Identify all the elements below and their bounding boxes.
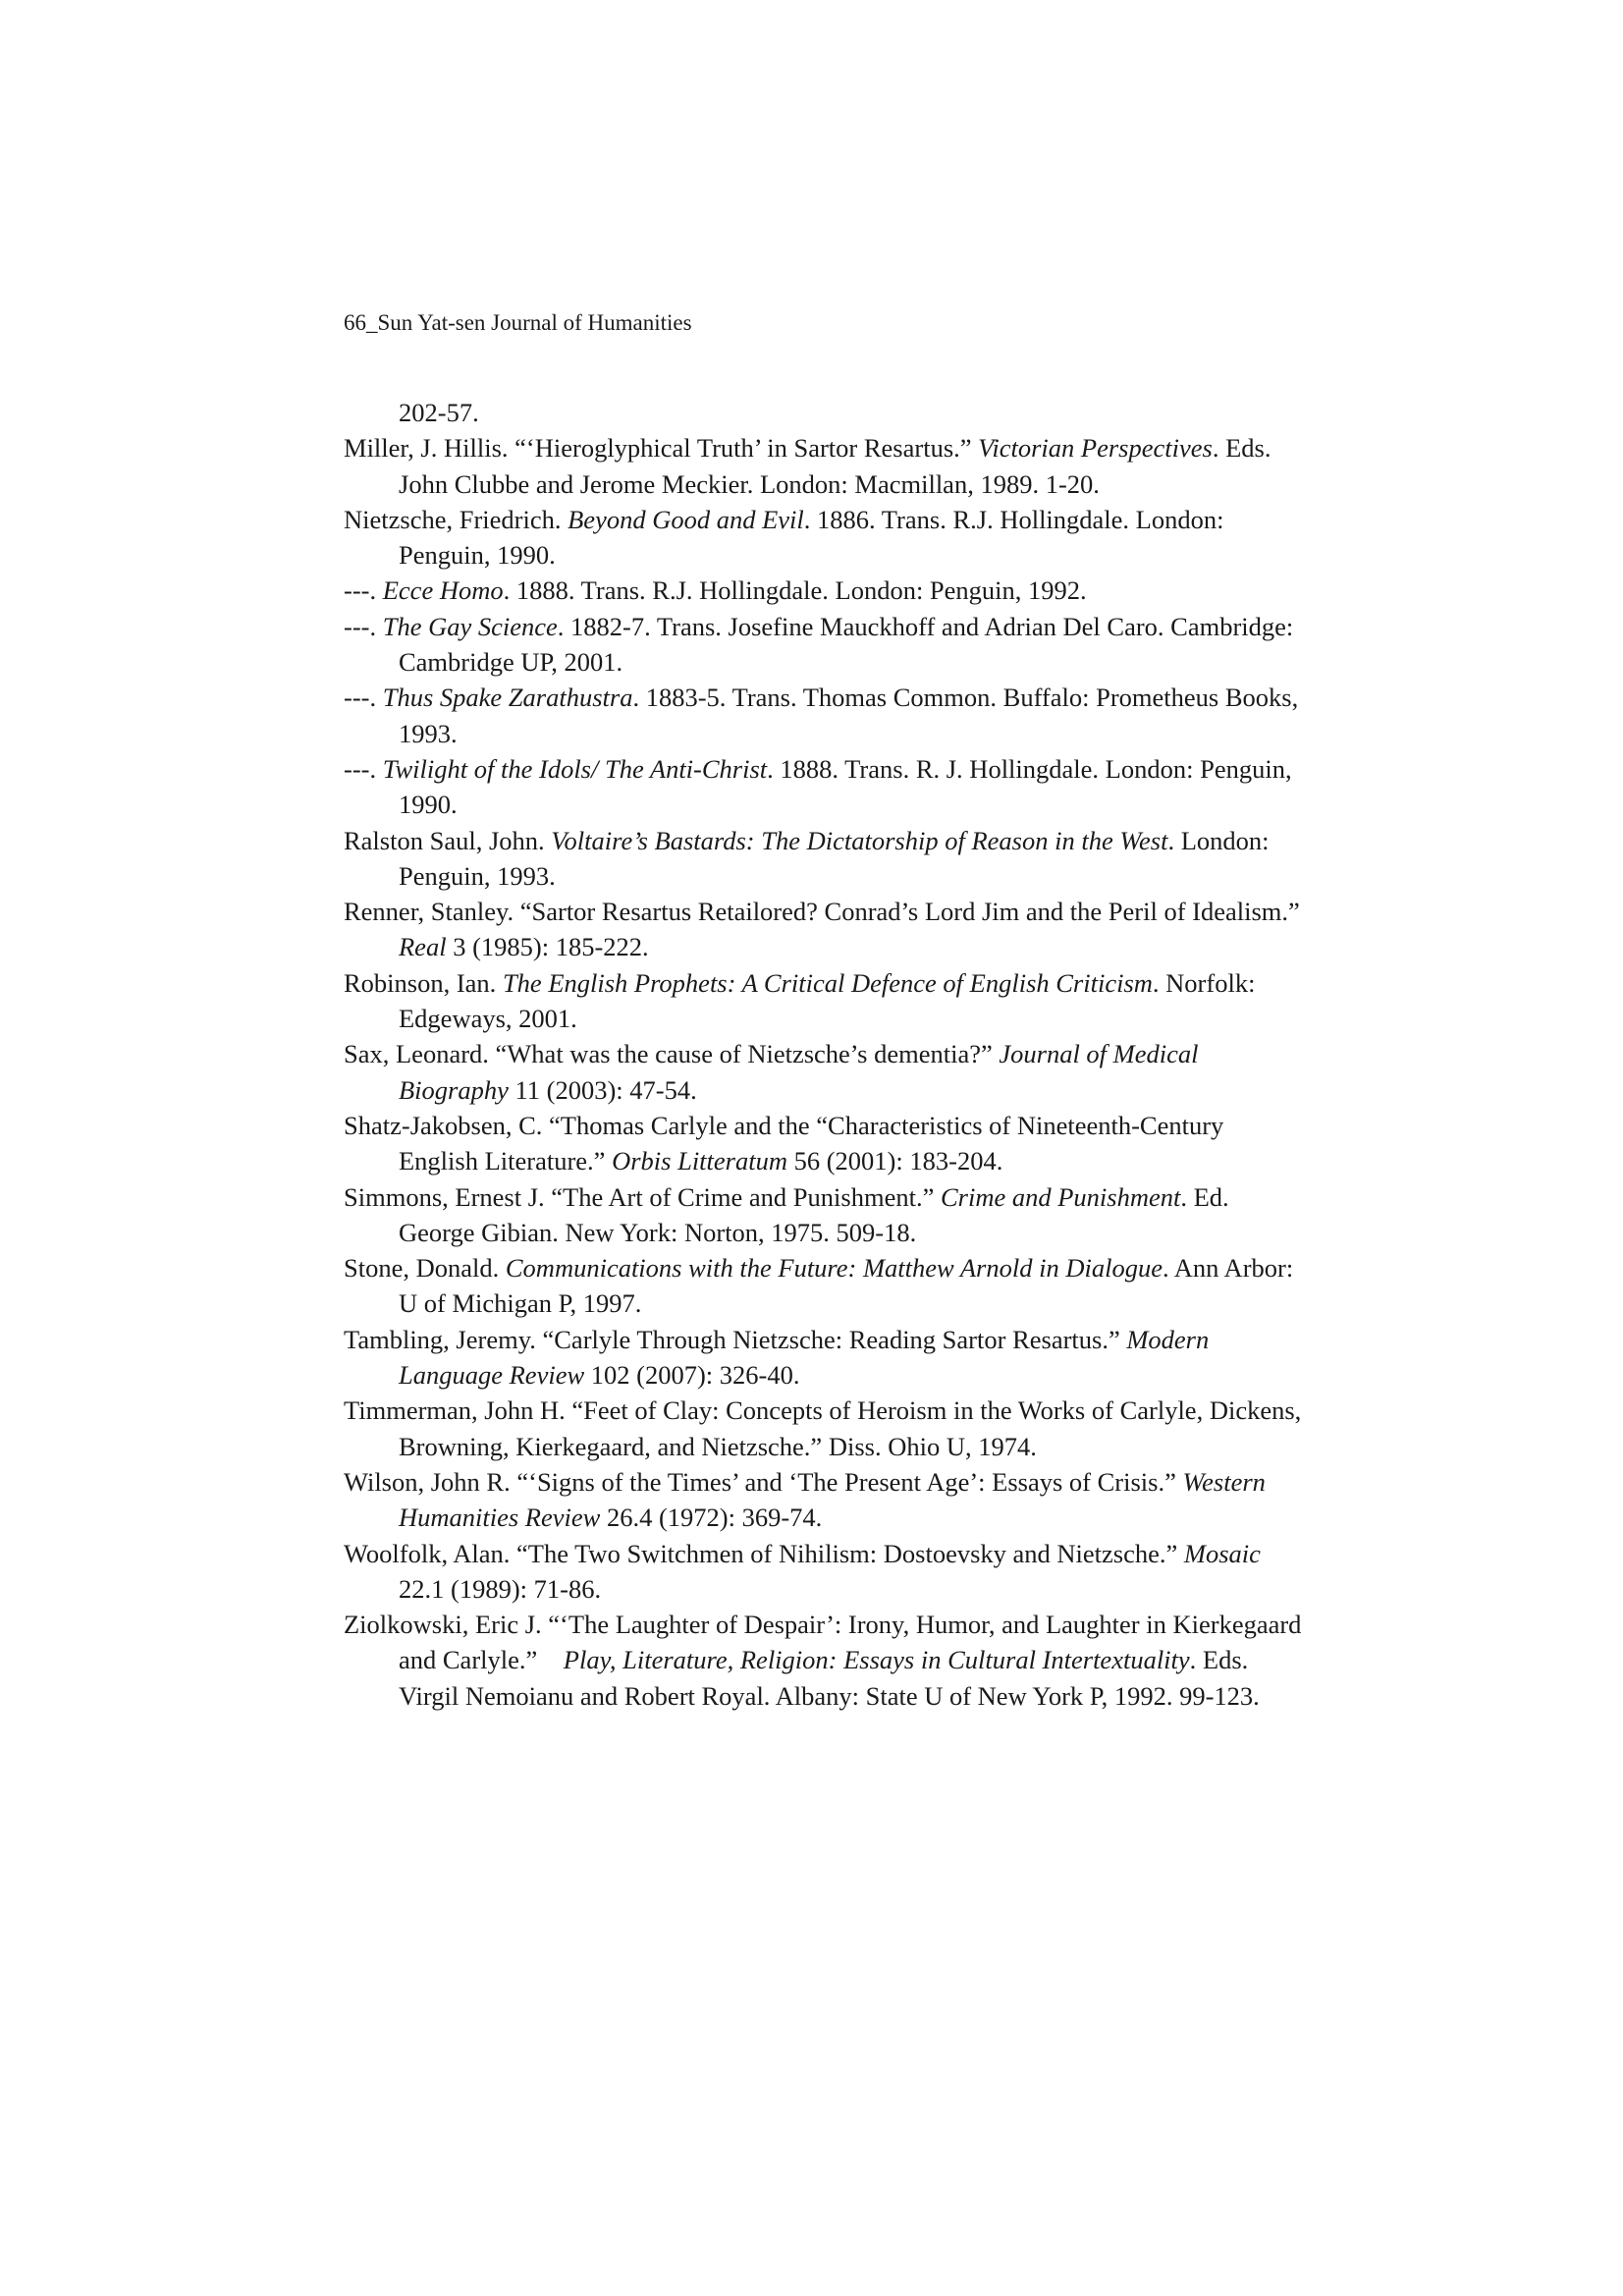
bibliography-entry [344,751,1306,823]
running-head: 66_Sun Yat-sen Journal of Humanities [344,310,692,335]
entry-text: Stone, Donald. [344,1253,506,1284]
entry-title-italic: The Gay Science [382,611,558,641]
entry-title-italic: Play, Literature, Religion: Essays in Cultural Intertextuality [563,1645,1190,1675]
bibliography-entry [344,1607,1309,1714]
entry-text: Shatz-Jakobsen, C. “Thomas Carlyle and the “Characteristics of Nineteenth-Century English Literature.” [344,1110,1230,1176]
entry-title-italic: Ecce Homo [382,575,504,606]
entry-title-italic: Communications with the Future: Matthew Arnold in Dialogue [505,1253,1163,1284]
bibliography-entry [344,395,1306,430]
entry-text: . 1882-7. Trans. Josefine Mauckhoff and Adrian Del Caro. Cambridge: Cambridge UP, 2001. [399,611,1300,678]
entry-text: ---. [344,683,383,713]
bibliography-entry [344,609,1306,681]
entry-text: . 1886. Trans. R.J. Hollingdale. London: Penguin, 1990. [399,504,1231,571]
entry-text: ---. [344,575,383,606]
entry-text: 22.1 (1989): 71-86. [399,1538,1268,1604]
entry-text: Tambling, Jeremy. “Carlyle Through Nietzsche: Reading Sartor Resartus.” [344,1324,1127,1354]
entry-title-italic: Real [399,932,447,962]
entry-text: 3 (1985): 185-222. [446,932,649,962]
bibliography-entry [344,1036,1306,1108]
entry-text: 56 (2001): 183-204. [786,1146,1003,1176]
entry-text: 26.4 (1972): 369-74. [600,1503,823,1533]
bibliography-list [344,395,1309,1714]
entry-text: 102 (2007): 326-40. [584,1360,800,1391]
entry-text: Renner, Stanley. “Sartor Resartus Retailored? Conrad’s Lord Jim and the Peril of Idealism.” [344,897,1307,927]
entry-text: . Eds. Virgil Nemoianu and Robert Royal. Albany: State U of New York P, 1992. 99-123. [399,1645,1260,1711]
entry-text: . Eds. John Clubbe and Jerome Meckier. London: Macmillan, 1989. 1-20. [399,433,1278,499]
bibliography-entry [344,1179,1306,1251]
entry-text: 202-57. [399,398,479,427]
entry-text: Ralston Saul, John. [344,825,552,855]
entry-text: Robinson, Ian. [344,967,503,998]
entry-text: Nietzsche, Friedrich. [344,504,568,534]
entry-title-italic: Thus Spake Zarathustra [382,683,633,713]
entry-title-italic: Crime and Punishment [940,1181,1181,1212]
entry-text: Wilson, John R. “‘Signs of the Times’ and ‘The Present Age’: Essays of Crisis.” [344,1466,1183,1497]
entry-text: . Norfolk: Edgeways, 2001. [399,967,1263,1034]
bibliography-entry [344,502,1306,574]
entry-title-italic: Beyond Good and Evil [568,504,804,534]
entry-title-italic: Orbis Litteratum [612,1146,787,1176]
entry-text: . 1888. Trans. R.J. Hollingdale. London: Penguin, 1992. [503,575,1087,606]
bibliography-entry [344,1108,1306,1179]
bibliography-entry [344,965,1306,1037]
entry-title-italic: Victorian Perspectives [978,433,1213,464]
entry-text: Ziolkowski, Eric J. “‘The Laughter of Despair’: Irony, Humor, and Laughter in Kierkegaard and Carlyle.” [344,1610,1309,1675]
bibliography-entry [344,1464,1306,1536]
bibliography-entry [344,1250,1306,1322]
bibliography-entry [344,1536,1306,1608]
bibliography-entry [344,430,1306,502]
bibliography-entry [344,680,1306,751]
bibliography-entry [344,573,1306,608]
entry-text: . 1888. Trans. R. J. Hollingdale. London: Penguin, 1990. [399,753,1299,820]
entry-text: Woolfolk, Alan. “The Two Switchmen of Nihilism: Dostoevsky and Nietzsche.” [344,1538,1184,1568]
entry-title-italic: Modern Language Review [399,1324,1216,1391]
entry-title-italic: The English Prophets: A Critical Defence of English Criticism [502,967,1153,998]
entry-title-italic: Mosaic [1183,1538,1261,1568]
entry-text: Timmerman, John H. “Feet of Clay: Concepts of Heroism in the Works of Carlyle, Dickens, Browning, Kierkegaard, and Nietzsche.” Diss. Ohio U, 1974. [344,1395,1308,1461]
entry-title-italic: Journal of Medical Biography [399,1039,1206,1105]
entry-text: . London: Penguin, 1993. [399,825,1276,891]
bibliography-entry [344,1322,1306,1394]
bibliography-entry [344,894,1306,965]
entry-text: Sax, Leonard. “What was the cause of Nietzsche’s dementia?” [344,1039,1000,1069]
entry-title-italic: Twilight of the Idols/ The Anti-Christ [382,753,768,784]
entry-text: ---. [344,611,383,641]
entry-text: Simmons, Ernest J. “The Art of Crime and Punishment.” [344,1181,941,1212]
entry-text: . 1883-5. Trans. Thomas Common. Buffalo: Prometheus Books, 1993. [399,683,1305,748]
entry-text: . Ann Arbor: U of Michigan P, 1997. [399,1253,1300,1319]
entry-text: 11 (2003): 47-54. [508,1074,697,1105]
entry-text: Miller, J. Hillis. “‘Hieroglyphical Truth’ in Sartor Resartus.” [344,433,979,464]
entry-text: . Ed. George Gibian. New York: Norton, 1975. 509-18. [399,1181,1236,1247]
bibliography-entry [344,823,1306,895]
entry-text: ---. [344,753,383,784]
entry-title-italic: Western Humanities Review [399,1466,1272,1533]
entry-title-italic: Voltaire’s Bastards: The Dictatorship of Reason in the West [551,825,1168,855]
bibliography-entry [344,1393,1306,1464]
